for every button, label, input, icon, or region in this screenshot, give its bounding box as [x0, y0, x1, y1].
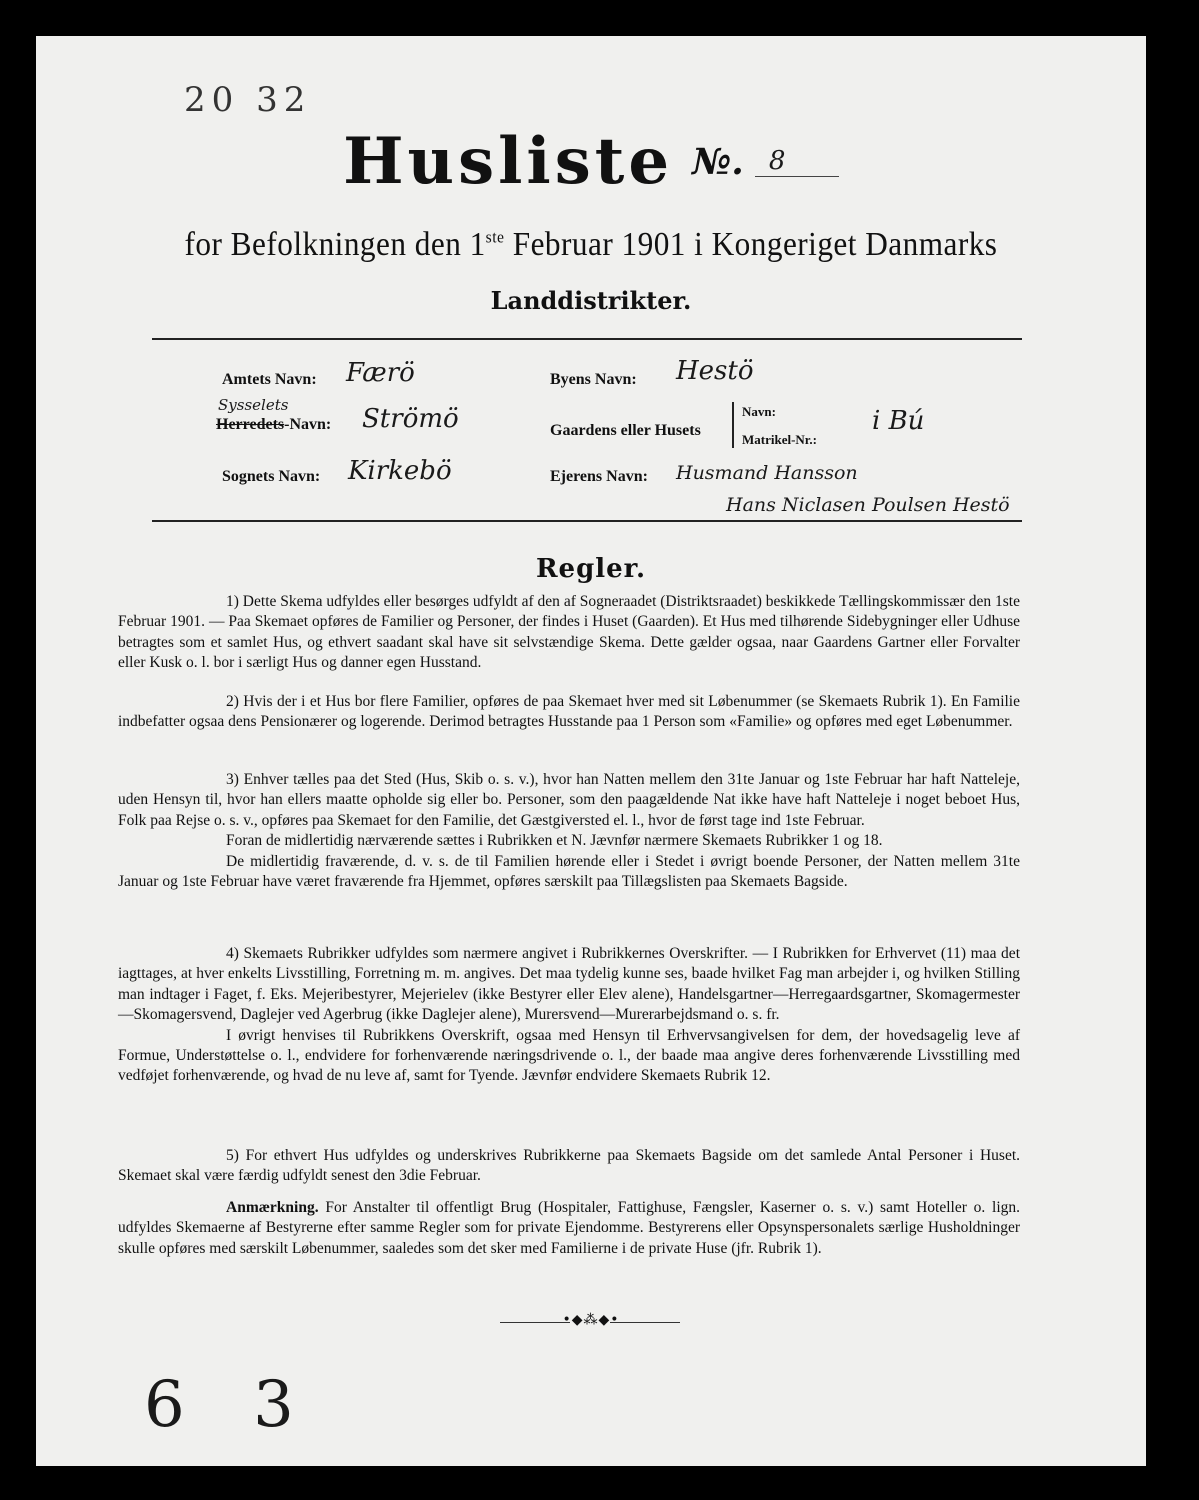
- sogn-value: Kirkebö: [348, 456, 452, 486]
- title-row: [36, 124, 1146, 199]
- annotation-paragraph: [118, 1198, 1020, 1259]
- ejer-value-line2: Hans Niclasen Poulsen Hestö: [726, 494, 1010, 516]
- herred-label: [216, 416, 331, 434]
- pencil-note: 6 3: [144, 1368, 318, 1442]
- navn-sublabel: Navn:: [742, 404, 776, 419]
- amt-label: Amtets Navn:: [222, 371, 317, 388]
- form-title: Husliste: [343, 124, 674, 199]
- number-label: №.: [692, 140, 744, 183]
- rule-1-text: 1) Dette Skema udfyldes eller besørges udfyldt af den af Sogneraadet (Distriktsraadet) beskikkede Tællingskommissær den 1ste Februar 1901. — Paa Skemaet opføres de Familier og Personer, der findes i Huset (Gaarden). Et Hus med tilhørende Sidebygninger eller Udhuse betragtes som et samlet Hus, og ethvert saadant skal have sit selvstændige Skema. Dette gælder ogsaa, naar Gaardens Gartner eller Forvalter eller Kusk o. l. bor i særligt Hus og danner egen Husstand.: [118, 593, 1020, 672]
- form-subtitle: [80, 226, 1101, 264]
- rule-4: [118, 944, 1020, 1087]
- rule-2: [118, 692, 1020, 733]
- rule-1: [118, 592, 1020, 674]
- rule-2-text: 2) Hvis der i et Hus bor flere Familier, opføres de paa Skemaet hver med sit Løbenummer (se Skemaets Rubrik 1). En Familie indbefatter ogsaa dens Pensionærer og logerende. Derimod betragtes Husstande paa 1 Person som «Familie» og opføres med eget Løbenummer.: [118, 693, 1020, 731]
- census-form-page: [36, 36, 1146, 1466]
- annotation: [118, 1198, 1020, 1259]
- rule-3c-text: De midlertidig fraværende, d. v. s. de til Familien hørende eller i Stedet i øvrigt boende Personer, der Natten mellem 31te Januar og 1ste Februar have været fraværende fra Hjemmet, opføres særskilt paa Tillægslisten paa Skemaets Bagside.: [118, 852, 1020, 891]
- rules-heading: Regler.: [535, 554, 647, 584]
- by-value: Hestö: [676, 356, 754, 386]
- subtitle-before: for Befolkningen den 1: [184, 226, 486, 263]
- rule-4a-text: 4) Skemaets Rubrikker udfyldes som nærmere angivet i Rubrikkernes Overskrifter. — I Rubrikken for Erhvervet (11) maa det iagttages, at hver enkelts Livsstilling, Forretning m. m. angives. Det maa tydelig kunne ses, baade hvilket Fag man arbejder i, og hvilken Stilling man indtager i Faget, f. Eks. Mejeribestyrer, Mejerielev (ikke Bestyrer eller Elev alene), Handelsgartner—Herregaardsgartner, Skomagermester—Skomagersvend, Daglejer ved Agerbrug (ikke Daglejer alene), Murersvend—Murerarbejdsmand o. s. fr.: [118, 945, 1020, 1024]
- rule-4b-text: I øvrigt henvises til Rubrikkens Overskrift, ogsaa med Hensyn til Erhvervsangivelsen for dem, der hovedsagelig leve af Formue, Understøttelse o. l., endvidere for forhenværende næringsdrivende o. l., der baade maa angive deres forhenværende Livsstilling med vedføjet forhenværende, og hvad de nu leve af, samt for Tyende. Jævnfør endvidere Skemaets Rubrik 12.: [118, 1026, 1020, 1085]
- rule-3: [118, 770, 1020, 892]
- annotation-label: Anmærkning.: [226, 1199, 319, 1216]
- top-divider: [152, 338, 1022, 340]
- ornament: •◆⁂◆•: [562, 1312, 620, 1328]
- herred-struck: Herredets: [216, 416, 285, 433]
- herred-rest: -Navn:: [284, 416, 332, 433]
- rule-3a-text: 3) Enhver tælles paa det Sted (Hus, Skib o. s. v.), hvor han Natten mellem den 31te Januar og 1ste Februar har haft Natteleje, uden Hensyn til, hvor han ellers maatte opholde sig eller bo. Personer, som den paagældende Nat ikke have haft Natteleje i noget beboet Hus, Folk paa Rejse o. s. v., opføres paa Skemaet for den Familie, det Gæstgiversted el. l., hvor de først tage ind 1ste Februar.: [118, 771, 1020, 829]
- bottom-divider: [152, 520, 1022, 522]
- field-brace: [732, 402, 740, 448]
- rule-5-text: 5) For ethvert Hus udfyldes og underskrives Rubrikkerne paa Skemaets Bagside om det samlede Antal Personer i Huset. Skemaet skal være færdig udfyldt senest den 3die Februar.: [118, 1147, 1020, 1185]
- number-value: 8: [755, 146, 839, 177]
- subtitle-sup: ste: [485, 227, 505, 247]
- gaard-value: i Bú: [872, 406, 925, 436]
- by-label: Byens Navn:: [550, 371, 637, 388]
- herred-value: Strömö: [362, 404, 459, 434]
- stamp-number: 20 32: [184, 80, 312, 120]
- ornament-line-right: [610, 1322, 680, 1323]
- rule-5: [118, 1146, 1020, 1187]
- gaard-label: Gaardens eller Husets: [550, 422, 701, 439]
- ejer-value-line1: Husmand Hansson: [676, 462, 858, 484]
- ornament-line-left: [500, 1322, 570, 1323]
- district-heading: Landdistrikter.: [490, 286, 692, 315]
- ejer-label: Ejerens Navn:: [550, 468, 648, 485]
- amt-value: Færö: [346, 358, 415, 388]
- annotation-text: For Anstalter til offentligt Brug (Hospitaler, Fattighuse, Fængsler, Kaserner o. s. v.) samt Hoteller o. lign. udfyldes Skemaerne af Bestyrerne efter samme Regler som for private Ejendomme. Bestyrerens eller Opsynspersonalets særlige Husholdninger skulle opføres med særskilt Løbenummer, saaledes som det sker med Familierne i de private Huse (jfr. Rubrik 1).: [118, 1199, 1020, 1257]
- matrikel-sublabel: Matrikel-Nr.:: [742, 432, 817, 447]
- sogn-label: Sognets Navn:: [222, 468, 321, 485]
- herred-overwrite: Sysselets: [218, 396, 289, 414]
- subtitle-after: Februar 1901 i Kongeriget Danmarks: [504, 226, 998, 263]
- rule-3b-text: Foran de midlertidig nærværende sættes i Rubrikken et N. Jævnfør nærmere Skemaets Rubrikker 1 og 18.: [226, 832, 883, 850]
